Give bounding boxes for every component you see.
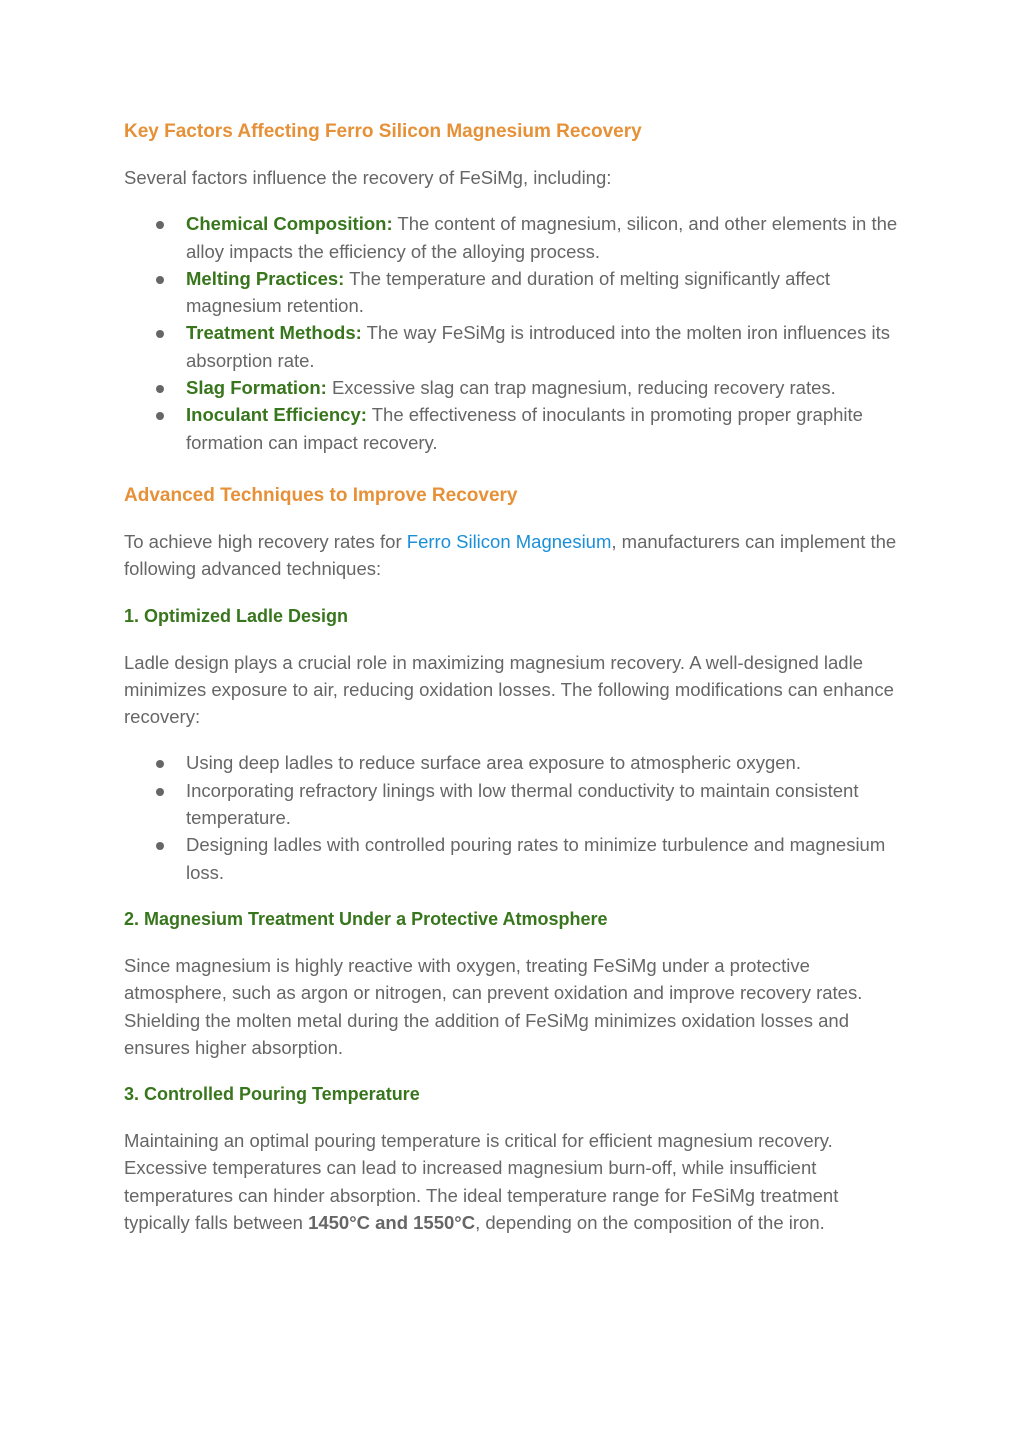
pouring-body-before: Maintaining an optimal pouring temperature is critical for efficient magnesium recovery. Excessive temperatures can lead to increased magnesium burn-off, while insufficient temperatures can hinder absorption. The ideal temperature range for FeSiMg treatment typically falls between <box>124 1130 839 1234</box>
list-item <box>124 831 904 886</box>
ferro-silicon-magnesium-link[interactable]: Ferro Silicon Magnesium <box>406 530 612 552</box>
list-item-term: Slag Formation: <box>186 377 327 399</box>
list-item-text: Excessive slag can trap magnesium, reducing recovery rates. <box>326 377 836 399</box>
ladle-list <box>124 749 904 885</box>
techniques-intro <box>124 528 904 583</box>
bullet-icon <box>156 330 164 338</box>
bullet-icon <box>156 412 164 420</box>
subheading-protective-atmosphere: 2. Magnesium Treatment Under a Protective Atmosphere <box>124 908 608 929</box>
atmosphere-body: Since magnesium is highly reactive with oxygen, treating FeSiMg under a protective atmosphere, such as argon or nitrogen, can prevent oxidation and improve recovery rates. Shielding the molten metal during the addition of FeSiMg minimizes oxidation losses and ensures higher absorption. <box>124 954 863 1058</box>
factors-list <box>124 210 904 456</box>
subheading-pouring-temperature: 3. Controlled Pouring Temperature <box>124 1084 420 1105</box>
document-page <box>124 118 904 1236</box>
list-item-term: Inoculant Efficiency: <box>186 404 367 426</box>
list-item <box>124 265 904 320</box>
pouring-body <box>124 1127 904 1236</box>
list-item-text: Designing ladles with controlled pouring rates to minimize turbulence and magnesium loss. <box>186 834 886 883</box>
temperature-range: 1450°C and 1550°C <box>308 1212 476 1234</box>
techniques-intro-before: To achieve high recovery rates for <box>124 530 407 552</box>
section-heading-key-factors: Key Factors Affecting Ferro Silicon Magnesium Recovery <box>124 121 642 142</box>
list-item <box>124 319 904 374</box>
list-item <box>124 210 904 265</box>
list-item <box>124 777 904 832</box>
list-item-term: Melting Practices: <box>186 267 345 289</box>
list-item <box>124 401 904 456</box>
list-item <box>124 374 904 401</box>
bullet-icon <box>156 385 164 393</box>
techniques-intro-after: , manufacturers can implement the following advanced techniques: <box>124 530 897 580</box>
list-item-text: Incorporating refractory linings with low thermal conductivity to maintain consistent temperature. <box>186 779 859 829</box>
list-item <box>124 749 904 776</box>
list-item-text: The content of magnesium, silicon, and other elements in the alloy impacts the efficiency of the alloying process. <box>186 213 898 262</box>
section-heading-advanced-techniques: Advanced Techniques to Improve Recovery <box>124 484 518 506</box>
list-item-text: The way FeSiMg is introduced into the molten iron influences its absorption rate. <box>186 322 890 371</box>
factors-intro: Several factors influence the recovery of FeSiMg, including: <box>124 167 612 188</box>
subheading-ladle-design: 1. Optimized Ladle Design <box>124 605 349 626</box>
bullet-icon <box>156 276 164 284</box>
list-item-text: The temperature and duration of melting significantly affect magnesium retention. <box>186 267 831 317</box>
bullet-icon <box>156 221 164 229</box>
bullet-icon <box>156 760 164 768</box>
bullet-icon <box>156 788 164 796</box>
bullet-icon <box>156 842 164 850</box>
list-item-term: Chemical Composition: <box>186 213 393 235</box>
ladle-body: Ladle design plays a crucial role in maximizing magnesium recovery. A well-designed ladle minimizes exposure to air, reducing oxidation losses. The following modifications can enhance recovery: <box>124 651 894 728</box>
pouring-body-after: , depending on the composition of the iron. <box>475 1212 825 1234</box>
list-item-text: Using deep ladles to reduce surface area exposure to atmospheric oxygen. <box>186 752 801 774</box>
list-item-term: Treatment Methods: <box>186 322 362 344</box>
list-item-text: The effectiveness of inoculants in promoting proper graphite formation can impact recovery. <box>186 404 863 453</box>
